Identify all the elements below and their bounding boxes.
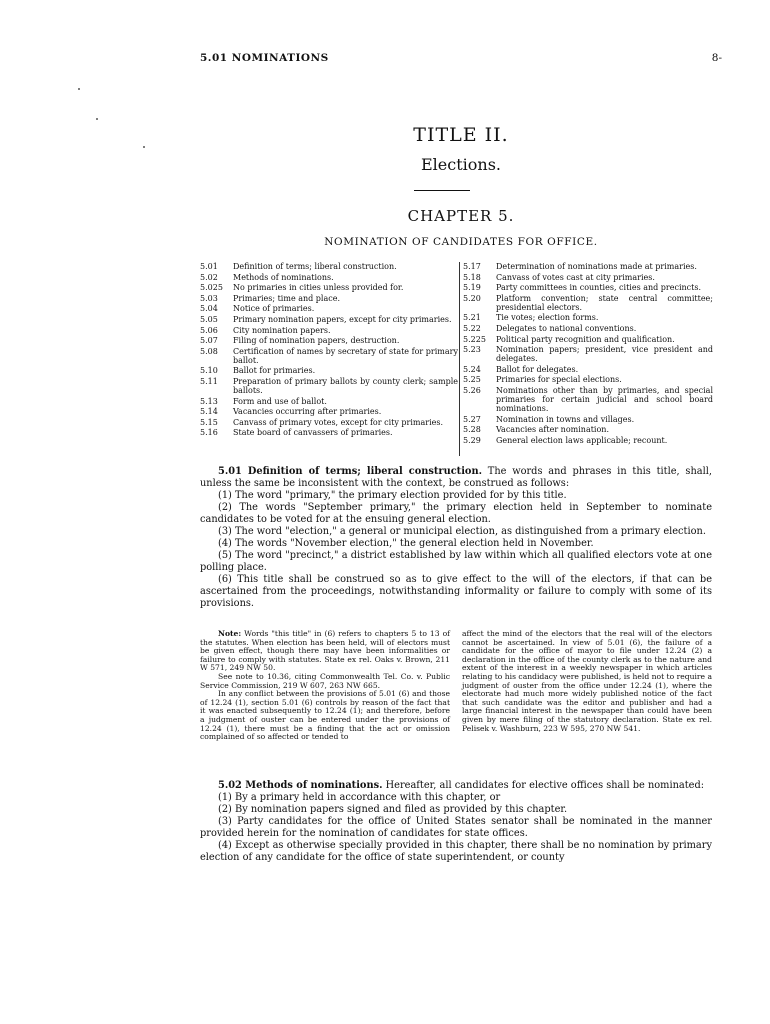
toc-entry-number: 5.27 (463, 414, 481, 424)
toc-entry (463, 415, 713, 424)
toc-entry (463, 273, 713, 282)
scan-speck (143, 146, 145, 148)
section-5-02-intro: Hereafter, all candidates for elective offices shall be nominated: (385, 780, 705, 791)
toc-entry-number: 5.23 (463, 345, 481, 355)
toc-entry-title: Political party recognition and qualification. (496, 334, 675, 344)
toc-entry (200, 366, 458, 375)
section-5-01-item: (6) This title shall be construed so as to give effect to the will of the electors, if that can be ascertained from the proceedings, notwithstanding informality or failure to comply with some of its provisions. (200, 574, 712, 609)
section-5-02-item: (3) Party candidates for the office of United States senator shall be nominated in the manner provided herein for the nomination of candidates for state offices. (200, 816, 712, 839)
toc-entry (200, 347, 458, 365)
title-subheading: Elections. (420, 155, 501, 174)
chapter-heading: CHAPTER 5. (407, 207, 515, 225)
toc-entry-number: 5.10 (200, 366, 218, 376)
toc-entry (200, 294, 458, 303)
toc-entry-number: 5.05 (200, 314, 218, 324)
toc-entry-title: Notice of primaries. (233, 304, 315, 314)
toc-entry-title: Definition of terms; liberal construction. (233, 262, 397, 271)
toc-entry-title: Canvass of votes cast at city primaries. (496, 272, 655, 282)
toc-entry-title: General election laws applicable; recount. (496, 435, 668, 445)
toc-entry (200, 407, 458, 416)
section-5-02-item: (4) Except as otherwise specially provided in this chapter, there shall be no nomination by primary election of any candidate for the office of state superintendent, or county (200, 840, 712, 863)
toc-entry-number: 5.06 (200, 325, 218, 335)
toc-entry-title: Primaries; time and place. (233, 293, 341, 303)
toc-entry (200, 428, 458, 437)
toc-entry-title: Delegates to national conventions. (496, 323, 637, 333)
toc-entry-number: 5.19 (463, 283, 481, 293)
toc-entry-number: 5.11 (200, 376, 218, 386)
toc-entry-title: Primary nomination papers, except for city primaries. (233, 314, 452, 324)
toc-entry-title: Nomination in towns and villages. (496, 414, 635, 424)
running-head-section: 5.01 NOMINATIONS (200, 52, 329, 64)
scan-speck (78, 88, 80, 90)
note-right-column (462, 630, 712, 742)
section-5-01-intro: The words and phrases in this title, shall, unless the same be inconsistent with the context, be construed as follows: (200, 466, 712, 489)
note-left-column (200, 630, 450, 742)
toc-entry-title: Party committees in counties, cities and precincts. (496, 283, 702, 293)
section-5-01 (200, 466, 712, 610)
section-5-01-item: (2) The words "September primary," the primary election held in September to nominate candidates to be voted for at the ensuing general election. (200, 502, 712, 525)
toc-entry-number: 5.14 (200, 407, 218, 417)
toc-entry-number: 5.08 (200, 346, 218, 356)
section-5-02 (200, 780, 712, 864)
toc-entry-number: 5.07 (200, 336, 218, 346)
section-5-02-paragraph (200, 780, 712, 792)
toc-entry-title: Tie votes; election forms. (496, 313, 599, 323)
page-number: 8- (711, 52, 722, 64)
toc-entry (463, 436, 713, 445)
toc-entry-title: Nomination papers; president, vice president and delegates. (496, 345, 713, 364)
toc-left-column (200, 262, 458, 439)
toc-entry-title: Preparation of primary ballots by county clerk; sample ballots. (233, 376, 458, 395)
toc-entry-number: 5.25 (463, 375, 481, 385)
toc-entry (463, 386, 713, 413)
toc-entry-title: Determination of nominations made at primaries. (496, 262, 697, 271)
toc-entry-title: State board of canvassers of primaries. (233, 428, 393, 438)
toc-entry-title: Certification of names by secretary of state for primary ballot. (233, 346, 458, 365)
title-heading: TITLE II. (413, 124, 509, 146)
toc-entry-number: 5.025 (200, 283, 223, 293)
toc-entry-number: 5.22 (463, 323, 481, 333)
toc-entry (463, 335, 713, 344)
toc-entry-title: Vacancies occurring after primaries. (233, 407, 382, 417)
toc-entry (200, 397, 458, 406)
toc-entry (463, 375, 713, 384)
toc-entry (200, 273, 458, 282)
toc-entry (200, 315, 458, 324)
toc-entry-number: 5.29 (463, 435, 481, 445)
toc-entry (200, 377, 458, 395)
toc-entry (463, 313, 713, 322)
toc-entry (463, 294, 713, 312)
toc-entry-title: Ballot for delegates. (496, 364, 579, 374)
toc-entry (200, 262, 458, 271)
toc-entry-number: 5.17 (463, 262, 481, 271)
toc-entry-title: Nominations other than by primaries, and special primaries for certain judicial and school board nominations. (496, 385, 713, 413)
toc-entry (463, 425, 713, 434)
toc-entry (200, 326, 458, 335)
toc-right-column (463, 262, 713, 446)
toc-entry-number: 5.21 (463, 313, 481, 323)
section-5-01-item: (1) The word "primary," the primary election provided for by this title. (218, 490, 567, 501)
toc-entry (200, 336, 458, 345)
toc-entry-number: 5.13 (200, 396, 218, 406)
toc-entry-number: 5.02 (200, 272, 218, 282)
toc-entry-number: 5.01 (200, 262, 218, 271)
chapter-subheading: NOMINATION OF CANDIDATES FOR OFFICE. (324, 236, 598, 248)
toc-entry (463, 345, 713, 363)
toc-entry-title: Primaries for special elections. (496, 375, 622, 385)
section-5-01-item: (3) The word "election," a general or municipal election, as distinguished from a primary election. (218, 526, 706, 537)
section-5-02-item: (2) By nomination papers signed and filed as provided by this chapter. (218, 804, 568, 815)
toc-entry-number: 5.15 (200, 417, 218, 427)
toc-entry-title: Filing of nomination papers, destruction. (233, 336, 400, 346)
toc-entry-number: 5.225 (463, 334, 486, 344)
toc-entry (463, 283, 713, 292)
toc-entry-title: Form and use of ballot. (233, 396, 327, 406)
section-5-01-heading: 5.01 Definition of terms; liberal construction. (218, 466, 482, 477)
toc-entry-number: 5.26 (463, 385, 481, 395)
title-rule (414, 190, 470, 191)
toc-entry-number: 5.18 (463, 272, 481, 282)
section-5-02-heading: 5.02 Methods of nominations. (218, 780, 383, 791)
section-5-02-item: (1) By a primary held in accordance with this chapter, or (218, 792, 501, 803)
note-paragraph (200, 630, 450, 673)
toc-entry-number: 5.28 (463, 425, 481, 435)
toc-entry-title: Platform convention; state central committee; presidential electors. (496, 293, 713, 312)
running-head (200, 52, 722, 68)
annotation-notes (200, 630, 712, 742)
toc-divider (459, 262, 460, 456)
section-5-01-item: (5) The word "precinct," a district established by law within which all qualified electors vote at one polling place. (200, 550, 712, 573)
toc-entry (200, 304, 458, 313)
note-paragraph: affect the mind of the electors that the real will of the electors cannot be ascertained. In view of 5.01 (6), the failure of a candidate for the office of mayor to file under 12.24 (2) a declaration in the office of the county clerk as to the nature and extent of the interest in a weekly newspaper in which articles relating to his candidacy were published, is held not to require a judgment of ouster from the office under 12.24 (1), where the electorate had much more widely published notice of the fact that such candidate was the editor and publisher and had a large financial interest in the newspaper than could have been given by mere filing of the statutory declaration. State ex rel. Pelisek v. Washburn, 223 W 595, 270 NW 541. (462, 629, 712, 733)
section-5-01-item: (4) The words "November election," the general election held in November. (218, 538, 594, 549)
note-paragraph: See note to 10.36, citing Commonwealth Tel. Co. v. Public Service Commission, 219 W 607, 263 NW 665. (200, 671, 450, 690)
scan-speck (96, 118, 98, 120)
toc-entry-number: 5.20 (463, 293, 481, 303)
toc-entry-number: 5.03 (200, 293, 218, 303)
toc-entry-title: Canvass of primary votes, except for city primaries. (233, 417, 444, 427)
toc-entry (463, 324, 713, 333)
toc-entry-title: No primaries in cities unless provided for. (233, 283, 404, 293)
toc-entry-number: 5.04 (200, 304, 218, 314)
note-label: Note: (218, 629, 242, 638)
toc-entry (200, 418, 458, 427)
toc-entry-title: Vacancies after nomination. (496, 425, 610, 435)
note-text: Words "this title" in (6) refers to chapters 5 to 13 of the statutes. When election has been held, will of electors must be given effect, though there may have been informalities or failure to comply with statutes. State ex rel. Oaks v. Brown, 211 W 571, 249 NW 50. (200, 629, 450, 673)
section-5-01-paragraph (200, 466, 712, 490)
toc-entry-number: 5.16 (200, 428, 218, 438)
toc-entry (463, 365, 713, 374)
toc-entry (200, 283, 458, 292)
toc-entry-title: Ballot for primaries. (233, 366, 316, 376)
note-paragraph: In any conflict between the provisions of 5.01 (6) and those of 12.24 (1), section 5.01 (6) controls by reason of the fact that it was enacted subsequently to 12.24 (1); and therefore, before a judgment of ouster can be entered under the provisions of 12.24 (1), there must be a finding that the act or omission complained of so affected or tended to (200, 689, 450, 742)
toc-entry-title: City nomination papers. (233, 325, 331, 335)
toc-entry-title: Methods of nominations. (233, 272, 334, 282)
toc-entry (463, 262, 713, 271)
toc-entry-number: 5.24 (463, 364, 481, 374)
